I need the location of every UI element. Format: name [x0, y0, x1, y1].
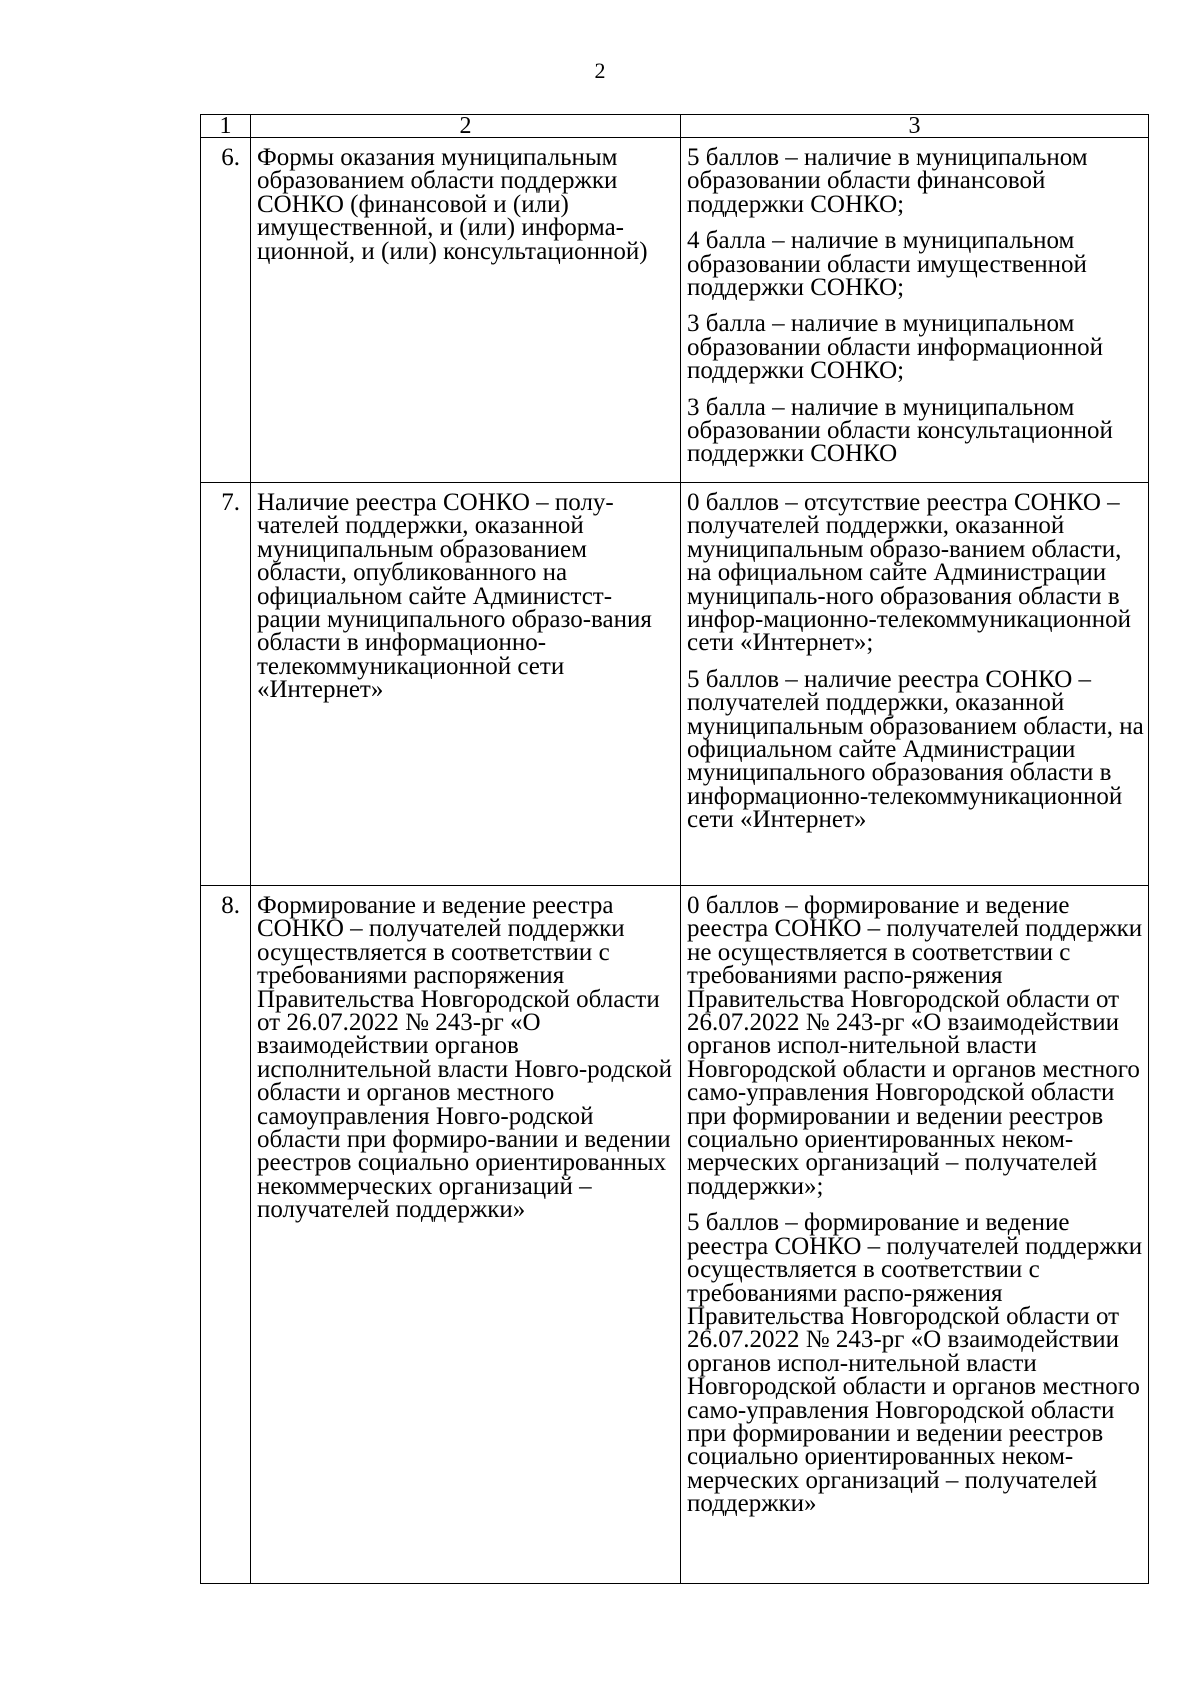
page-number: 2: [594, 58, 606, 83]
table-row: [201, 138, 1149, 483]
score-option: 4 балла – наличие в муниципальном образовании области имущественной поддержки СОНКО;: [687, 227, 1087, 302]
score-option: 3 балла – наличие в муниципальном образовании области информационной поддержки СОНКО;: [687, 310, 1104, 385]
row-number: 8.: [201, 886, 251, 1584]
column-header-number: 1: [201, 115, 251, 138]
score-option: 5 баллов – формирование и ведение реестра СОНКО – получателей поддержки осуществляется в соответствии с требованиями распо-ряжения Правительства Новгородской области от 26.07.2022 № 243-рг «О взаимодействии органов испол-нительной власти Новгородской области и органов местного само-управления Новгородской области при формировании и ведении реестров социально ориентированных неком-мерческих организаций – получателей поддержки»: [687, 1209, 1143, 1518]
row-number: 7.: [201, 483, 251, 886]
score-option: 0 баллов – отсутствие реестра СОНКО – получателей поддержки, оказанной муниципальным образо-ванием области, на официальном сайте Администрации муниципаль-ного образования области в инфор-мационно-телекоммуникационной сети «Интернет»;: [687, 489, 1132, 657]
criterion-text: Формы оказания муниципальным образованием области поддержки СОНКО (финансовой и (или) имущественной, и (или) информа-ционной, и (или) консультационной): [251, 138, 681, 483]
table-row: [201, 483, 1149, 886]
criterion-text: Формирование и ведение реестра СОНКО – получателей поддержки осуществляется в соответствии с требованиями распоряжения Правительства Новгородской области от 26.07.2022 № 243-рг «О взаимодействии органов исполнительной власти Новго-родской области и органов местного самоуправления Новго-родской области при формиро-вании и ведении реестров социально ориентированных некоммерческих организаций – получателей поддержки»: [251, 886, 681, 1584]
score-option: 0 баллов – формирование и ведение реестра СОНКО – получателей поддержки не осуществляется в соответствии с требованиями распо-ряжения Правительства Новгородской области от 26.07.2022 № 243-рг «О взаимодействии органов испол-нительной власти Новгородской области и органов местного само-управления Новгородской области при формировании и ведении реестров социально ориентированных неком-мерческих организаций – получателей поддержки»;: [687, 892, 1143, 1200]
table-header-row: [201, 115, 1149, 138]
column-header-criterion: 2: [251, 115, 681, 138]
table-row: [201, 886, 1149, 1584]
score-option: 5 баллов – наличие в муниципальном образовании области финансовой поддержки СОНКО;: [687, 144, 1088, 218]
row-number: 6.: [201, 138, 251, 483]
scores-cell: [681, 886, 1149, 1584]
score-option: 3 балла – наличие в муниципальном образовании области консультационной поддержки СОНКО: [687, 393, 1113, 468]
criterion-text: Наличие реестра СОНКО – полу-чателей поддержки, оказанной муниципальным образованием области, опубликованного на официальном сайте Администст-рации муниципального образо-вания области в информационно-телекоммуникационной сети «Интернет»: [251, 483, 681, 886]
column-header-scores: 3: [681, 115, 1149, 138]
criteria-table: [200, 114, 1149, 1584]
scores-cell: [681, 483, 1149, 886]
score-option: 5 баллов – наличие реестра СОНКО – получателей поддержки, оказанной муниципальным образованием области, на официальном сайте Администрации муниципального образования области в информационно-телекоммуникационной сети «Интернет»: [687, 665, 1144, 834]
scores-cell: [681, 138, 1149, 483]
